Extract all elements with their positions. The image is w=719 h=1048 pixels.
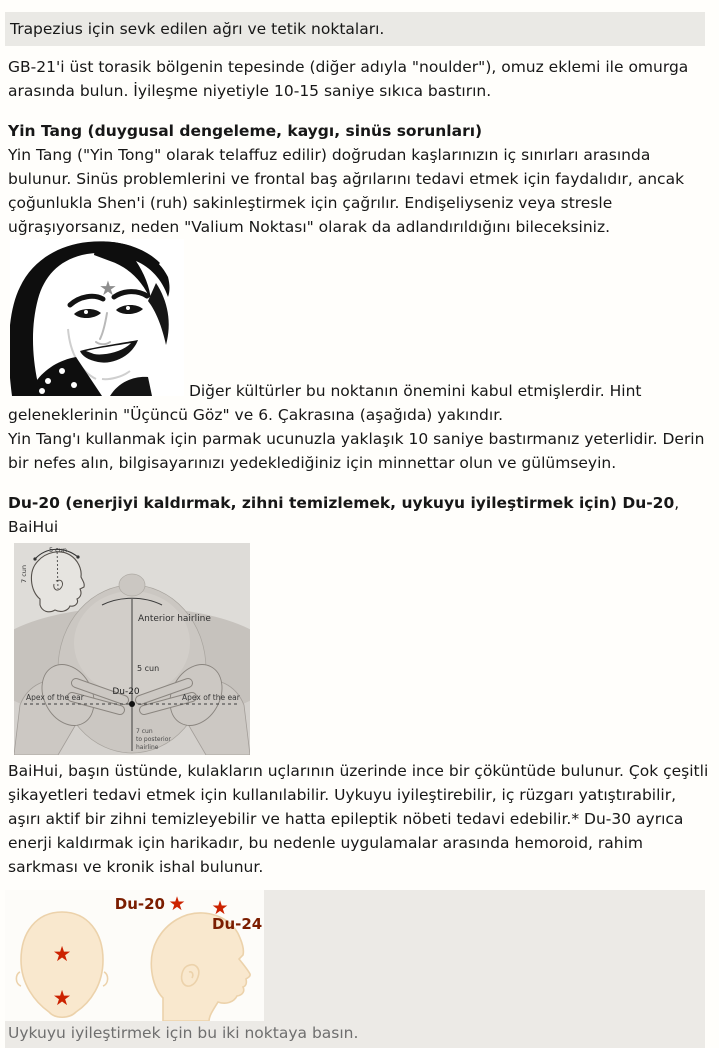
anterior-hairline-label: Anterior hairline bbox=[138, 614, 211, 624]
du20-point-dot bbox=[129, 701, 135, 707]
du20-label: Du-20 bbox=[112, 687, 140, 697]
yintang-heading: Yin Tang (duygusal dengeleme, kaygı, sinüs sorunları) bbox=[8, 122, 483, 140]
posterior-label-1: 7 cun bbox=[136, 728, 153, 735]
inset-five-cun-label: 5 cun bbox=[48, 546, 68, 554]
apex-right-label: Apex of the ear bbox=[182, 693, 240, 702]
inset-seven-cun-label: 7 cun bbox=[20, 564, 28, 583]
yintang-star-icon: ★ bbox=[99, 276, 117, 300]
posterior-label-2: to posterior bbox=[136, 736, 171, 743]
star-icon: ★ bbox=[211, 897, 229, 919]
polka-dot bbox=[71, 382, 77, 388]
star-icon: ★ bbox=[168, 893, 186, 915]
yintang-image-paragraph bbox=[8, 239, 711, 427]
after-image-text: Diğer kültürler bu noktanın önemini kabul etmişlerdir. Hint geleneklerinin "Üçüncü Göz" ve 6. Çakrasına (aşağıda) yakındır. bbox=[8, 382, 642, 424]
woman-portrait-image bbox=[10, 239, 184, 396]
inset-point-front bbox=[76, 555, 79, 558]
du24-point-label: Du-24 bbox=[212, 915, 263, 933]
trapezius-caption-bar bbox=[5, 12, 705, 46]
bottom-section bbox=[5, 890, 705, 1048]
eye-glint-right bbox=[126, 306, 130, 310]
bottom-caption: Uykuyu iyileştirmek için bu iki noktaya basın. bbox=[8, 1024, 359, 1042]
du20-heading bbox=[8, 491, 711, 539]
polka-dot bbox=[59, 368, 65, 374]
yintang-usage: Yin Tang'ı kullanmak için parmak ucunuzla yaklaşık 10 saniye bastırmanız yeterlidir. Derin bir nefes alın, bilgisayarınızı yedeklediğiniz için minnettar olun ve gülümseyin. bbox=[8, 430, 705, 472]
du20-du24-illustration-image bbox=[5, 890, 264, 1021]
baihui-body: BaiHui, başın üstünde, kulakların uçlarının üzerinde ince bir çöküntüde bulunur. Çok çeşitli şikayetleri tedavi etmek için kullanılabilir. Uykuyu iyileştirebilir, iç rüzgarı yatıştırabilir, aşırı aktif bir zihni temizleyebilir ve hatta epileptik nöbeti tedavi edebilir.* Du-30 ayrıca enerji kaldırmak için harikadır, bu nedenle uygulamalar arasında hemoroid, rahim sarkması ve kronik ishal bulunur. bbox=[8, 762, 709, 876]
du20-heading-bold: Du-20 (enerjiyi kaldırmak, zihni temizlemek, uykuyu iyileştirmek için) Du-20 bbox=[8, 494, 675, 512]
nose-bump bbox=[119, 574, 145, 596]
du20-heading-regular: , BaiHui bbox=[8, 494, 680, 536]
du20-point-label: Du-20 bbox=[114, 895, 165, 913]
apex-left-label: Apex of the ear bbox=[26, 693, 84, 702]
du20-head-diagram-image bbox=[14, 543, 250, 755]
polka-dot bbox=[45, 378, 51, 384]
star-icon: ★ bbox=[52, 986, 72, 1010]
eye-glint-left bbox=[84, 310, 88, 314]
trapezius-caption-text: Trapezius için sevk edilen ağrı ve tetik noktaları. bbox=[10, 20, 385, 38]
polka-dot bbox=[39, 388, 45, 394]
gb21-paragraph: GB-21'i üst torasik bölgenin tepesinde (diğer adıyla "noulder"), omuz eklemi ile omurga arasında bulun. İyileşme niyetiyle 10-15 saniye sıkıca bastırın. bbox=[8, 58, 689, 100]
yintang-body: Yin Tang ("Yin Tong" olarak telaffuz edilir) doğrudan kaşlarınızın iç sınırları arasında bulunur. Sinüs problemlerini ve frontal baş ağrılarını tedavi etmek için faydalıdır, ancak çoğunlukla Shen'i (ruh) sakinleştirmek için çağrılır. Endişeliyseniz veya stresle uğraşıyorsanız, neden "Valium Noktası" olarak da adlandırıldığını bileceksiniz. bbox=[8, 146, 685, 236]
five-cun-label: 5 cun bbox=[137, 664, 160, 673]
star-icon: ★ bbox=[52, 942, 72, 966]
posterior-label-3: hairline bbox=[136, 744, 159, 751]
inset-point-back bbox=[33, 557, 36, 560]
